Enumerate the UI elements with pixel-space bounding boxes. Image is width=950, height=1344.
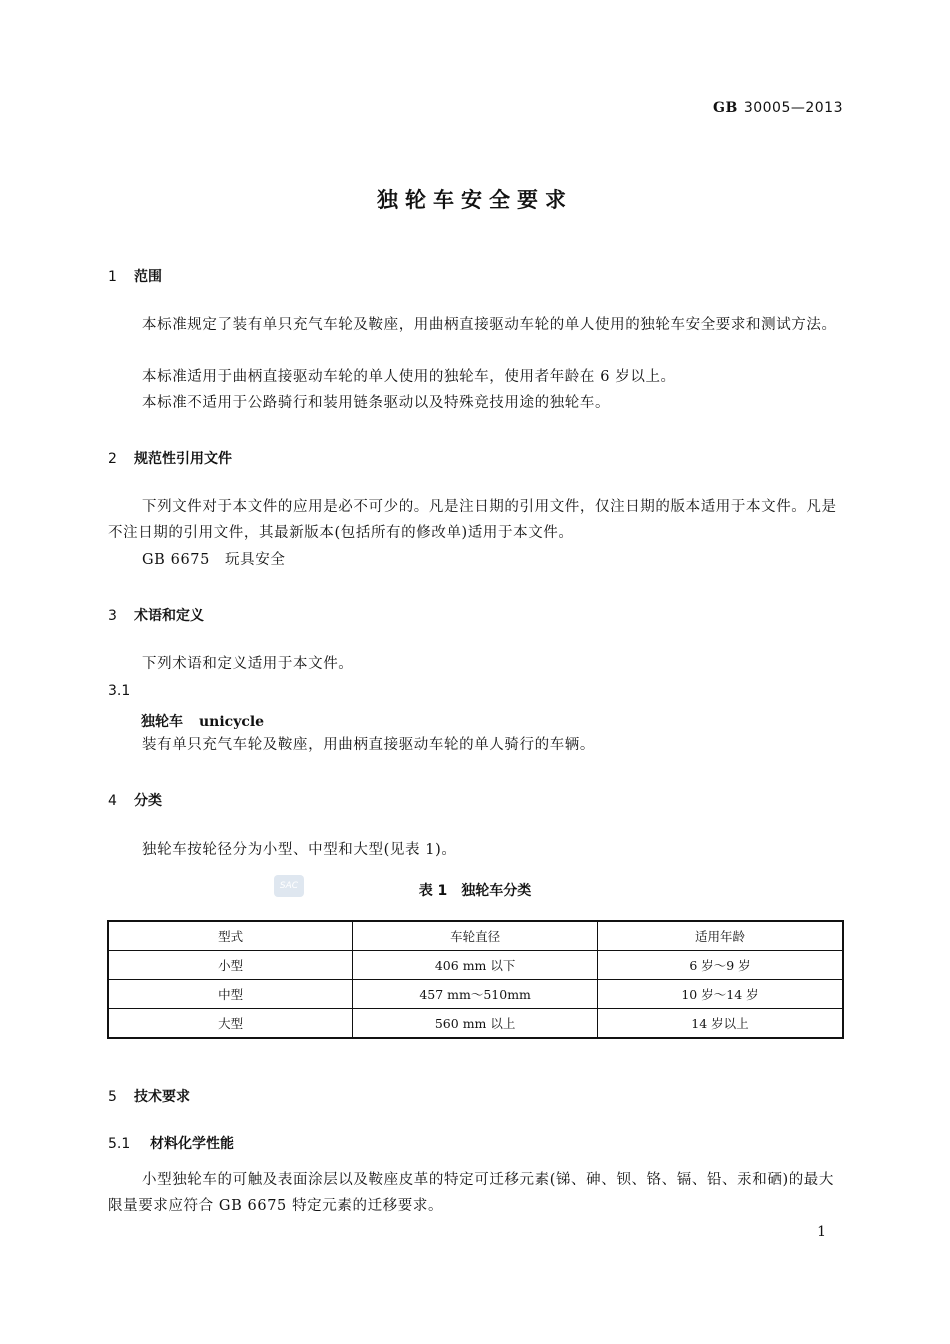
standard-number: GB 30005—2013: [713, 100, 843, 116]
section-2-para-1: 下列文件对于本文件的应用是必不可少的。凡是注日期的引用文件，仅注日期的版本适用于本文件。凡是不注日期的引用文件，其最新版本(包括所有的修改单)适用于本文件。: [108, 499, 837, 541]
table-cell: 10 岁～14 岁: [598, 980, 844, 1009]
page-title: 独轮车安全要求: [377, 188, 573, 212]
classification-table: [107, 920, 844, 1039]
table-header-row: [108, 921, 843, 951]
section-4-para-1: 独轮车按轮径分为小型、中型和大型(见表 1)。: [142, 842, 457, 858]
table-cell: 457 mm～510mm: [353, 980, 598, 1009]
section-4-heading: 4 分类: [108, 793, 162, 809]
table-row: [108, 1009, 843, 1039]
section-3-heading: 3 术语和定义: [108, 608, 204, 624]
table-cell: 14 岁以上: [598, 1009, 844, 1039]
clause-5-1-heading: 5.1 材料化学性能: [108, 1136, 234, 1152]
table-cell: 6 岁～9 岁: [598, 951, 844, 980]
section-1-heading: 1 范围: [108, 269, 162, 285]
clause-3-1-number: 3.1: [108, 683, 131, 699]
section-5-heading: 5 技术要求: [108, 1089, 190, 1105]
table-header-cell: 型式: [108, 921, 353, 951]
table-cell: 406 mm 以下: [353, 951, 598, 980]
table-row: [108, 980, 843, 1009]
table-header-cell: 适用年龄: [598, 921, 844, 951]
table-row: [108, 951, 843, 980]
table-caption: 表 1 独轮车分类: [418, 883, 532, 899]
section-1-para-2: 本标准适用于曲柄直接驱动车轮的单人使用的独轮车，使用者年龄在 6 岁以上。: [142, 369, 676, 385]
term-entry: 独轮车 unicycle: [141, 714, 265, 730]
section-1-para-1: 本标准规定了装有单只充气车轮及鞍座，用曲柄直接驱动车轮的单人使用的独轮车安全要求和测试方法。: [142, 317, 837, 333]
term-definition: 装有单只充气车轮及鞍座，用曲柄直接驱动车轮的单人骑行的车辆。: [142, 737, 595, 753]
section-1-para-3: 本标准不适用于公路骑行和装用链条驱动以及特殊竞技用途的独轮车。: [142, 395, 611, 411]
section-3-para-1: 下列术语和定义适用于本文件。: [142, 656, 354, 672]
table-cell: 大型: [108, 1009, 353, 1039]
sac-watermark-logo: SAC: [274, 875, 304, 897]
table-cell: 560 mm 以上: [353, 1009, 598, 1039]
section-5-para-1: 小型独轮车的可触及表面涂层以及鞍座皮革的特定可迁移元素(锑、砷、钡、铬、镉、铅、汞和硒)的最大限量要求应符合 GB 6675 特定元素的迁移要求。: [108, 1172, 835, 1214]
section-2-reference: GB 6675 玩具安全: [142, 552, 286, 568]
page-number: 1: [817, 1224, 826, 1240]
table-cell: 中型: [108, 980, 353, 1009]
table-header-cell: 车轮直径: [353, 921, 598, 951]
table-cell: 小型: [108, 951, 353, 980]
section-2-heading: 2 规范性引用文件: [108, 451, 232, 467]
